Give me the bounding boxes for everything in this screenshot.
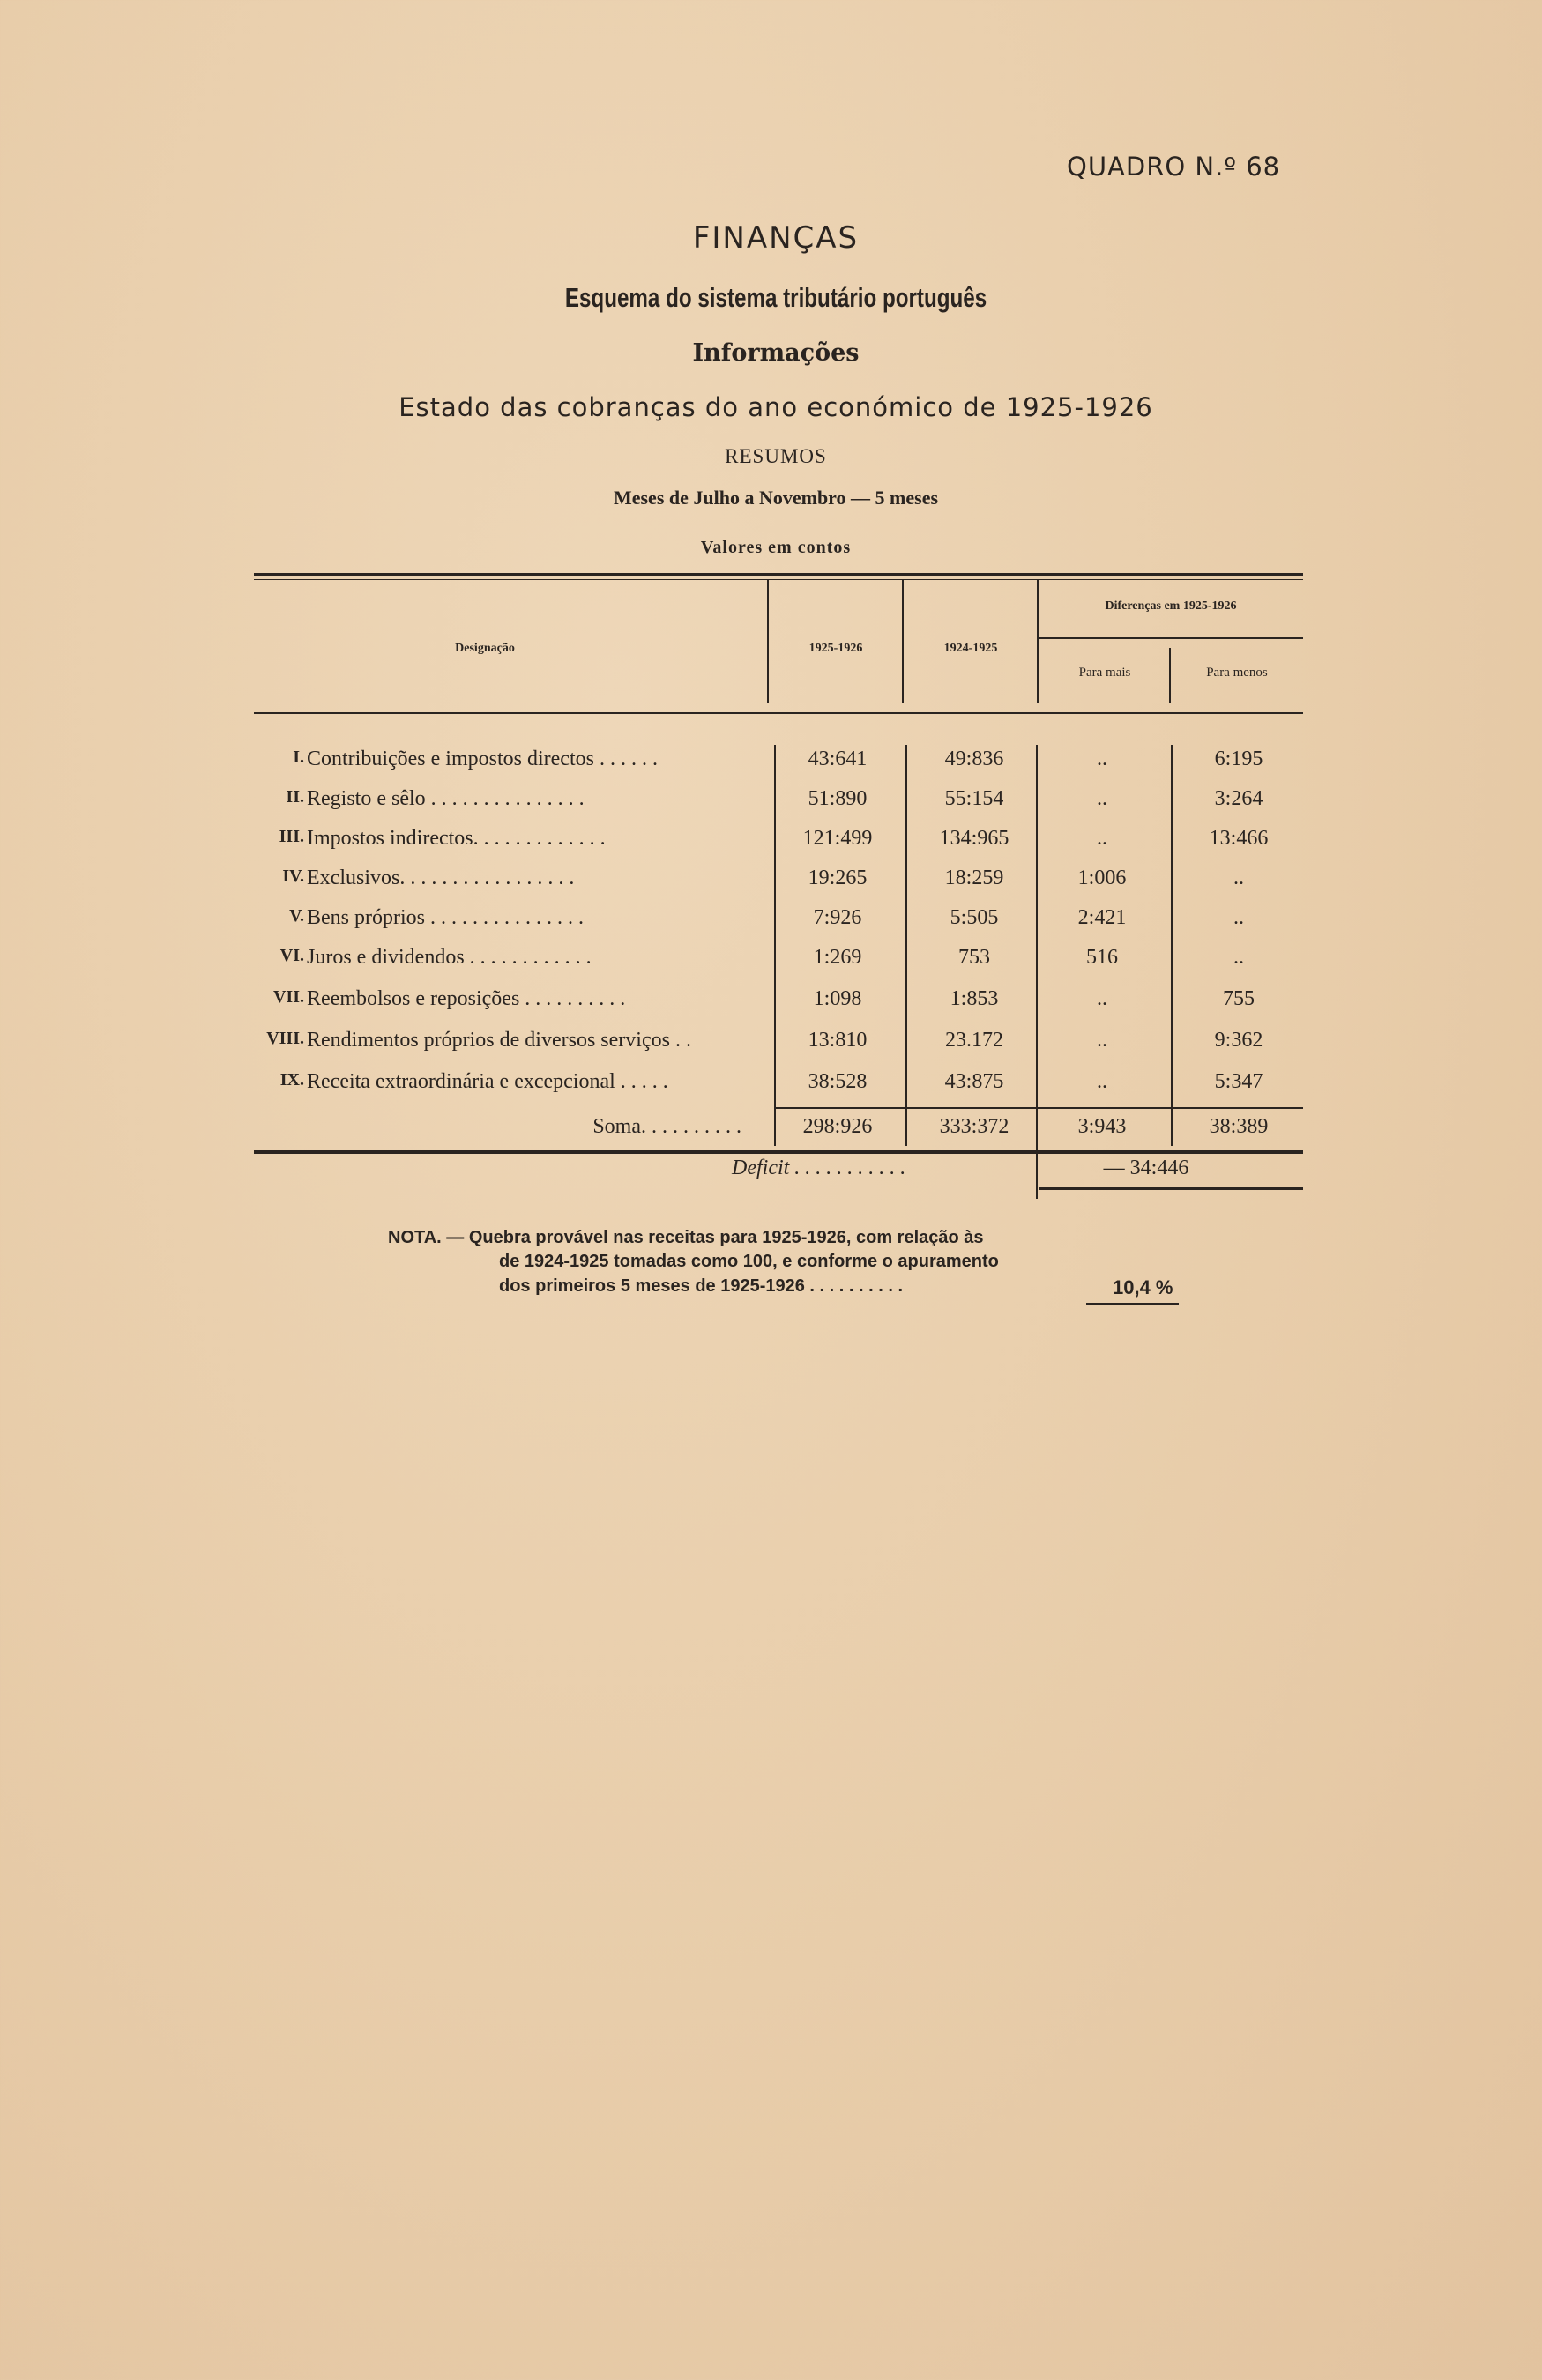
value-para-menos: 13:466 [1209, 827, 1269, 850]
quadro-number: QUADRO N.º 68 [1067, 152, 1281, 182]
row-label: Contribuições e impostos directos . . . . . . [307, 747, 658, 770]
value-1924-1925: 134:965 [939, 827, 1009, 850]
value-para-mais: 516 [1086, 946, 1118, 969]
value-para-menos: .. [1233, 906, 1244, 929]
value-para-menos: 3:264 [1214, 787, 1263, 810]
header-para-mais: Para mais [1078, 666, 1131, 680]
value-1924-1925: 55:154 [944, 787, 1004, 810]
value-para-mais: .. [1097, 827, 1107, 850]
row-number: V. [289, 906, 304, 926]
row-label: Bens próprios . . . . . . . . . . . . . . . [307, 906, 584, 929]
soma-para-menos: 38:389 [1209, 1115, 1269, 1138]
value-1925-1926: 13:810 [808, 1029, 868, 1052]
report-heading: Estado das cobranças do ano económico de 1925-1926 [399, 392, 1153, 422]
table-row [0, 827, 1542, 862]
value-1925-1926: 7:926 [813, 906, 862, 929]
soma-para-mais: 3:943 [1077, 1115, 1127, 1138]
deficit-label: Deficit . . . . . . . . . . . [732, 1157, 906, 1179]
row-label: Rendimentos próprios de diversos serviços . . [307, 1029, 691, 1052]
nota-line-1: NOTA. — Quebra provável nas receitas para 1925-1926, com relação às [388, 1228, 984, 1247]
row-number: IX. [279, 1070, 304, 1090]
value-1925-1926: 1:098 [813, 987, 862, 1010]
header-bottom-rule [254, 712, 1303, 714]
soma-1924-1925: 333:372 [939, 1115, 1009, 1138]
soma-label: Soma. . . . . . . . . . [592, 1115, 741, 1138]
value-1924-1925: 5:505 [950, 906, 999, 929]
table-row [0, 906, 1542, 941]
table-row [0, 987, 1542, 1023]
table-bottom-rule [1039, 1187, 1303, 1190]
row-number: VI. [279, 946, 304, 965]
value-1925-1926: 121:499 [802, 827, 873, 850]
row-label: Juros e dividendos . . . . . . . . . . . . [307, 946, 592, 969]
nota-line-3: dos primeiros 5 meses de 1925-1926 . . . . . . . . . . [499, 1276, 903, 1296]
header-1924-1925: 1924-1925 [943, 642, 998, 655]
row-number: III. [279, 827, 304, 846]
row-label: Impostos indirectos. . . . . . . . . . . . . [307, 827, 606, 850]
value-1924-1925: 18:259 [944, 866, 1004, 889]
value-para-menos: .. [1233, 866, 1244, 889]
nota-underline [1086, 1303, 1179, 1305]
value-1925-1926: 1:269 [813, 946, 862, 969]
table-top-rule-thin [254, 579, 1303, 580]
soma-bottom-rule [254, 1150, 1303, 1154]
value-para-mais: 1:006 [1077, 866, 1127, 889]
row-number: VII. [272, 987, 304, 1007]
resumos-heading: RESUMOS [725, 445, 827, 467]
value-1925-1926: 19:265 [808, 866, 868, 889]
value-para-mais: .. [1097, 747, 1107, 770]
value-para-menos: 5:347 [1214, 1070, 1263, 1093]
soma-1925-1926: 298:926 [802, 1115, 873, 1138]
row-label: Reembolsos e reposições . . . . . . . . . . [307, 987, 626, 1010]
row-label: Receita extraordinária e excepcional . . . . . [307, 1070, 668, 1093]
header-1925-1926: 1925-1926 [808, 642, 863, 655]
value-1924-1925: 49:836 [944, 747, 1004, 770]
table-row [0, 747, 1542, 783]
value-1924-1925: 23.172 [945, 1029, 1003, 1052]
nota-value: 10,4 % [1113, 1276, 1173, 1298]
value-1925-1926: 51:890 [808, 787, 868, 810]
table-row [0, 1070, 1542, 1105]
table-top-rule [254, 573, 1303, 576]
row-number: II. [286, 787, 304, 807]
row-label: Registo e sêlo . . . . . . . . . . . . . . . [307, 787, 585, 810]
value-1925-1926: 43:641 [808, 747, 868, 770]
section-heading: Informações [692, 339, 860, 367]
nota-line-2: de 1924-1925 tomadas como 100, e conforme o apuramento [499, 1252, 999, 1271]
subtotal-rule [774, 1107, 1303, 1109]
header-diferencas: Diferenças em 1925-1926 [1105, 599, 1237, 613]
units-note: Valores em contos [700, 538, 852, 557]
page-title: FINANÇAS [692, 220, 860, 256]
row-number: VIII. [266, 1029, 304, 1048]
table-row [0, 946, 1542, 981]
value-1924-1925: 1:853 [950, 987, 999, 1010]
header-designacao: Designação [455, 642, 515, 655]
value-para-mais: .. [1097, 1029, 1107, 1052]
table-row [0, 787, 1542, 822]
row-label: Exclusivos. . . . . . . . . . . . . . . . . [307, 866, 575, 889]
value-para-mais: .. [1097, 1070, 1107, 1093]
value-para-menos: 9:362 [1214, 1029, 1263, 1052]
period-heading: Meses de Julho a Novembro — 5 meses [613, 487, 939, 509]
header-para-menos: Para menos [1206, 666, 1268, 680]
table-row [0, 866, 1542, 902]
page-subtitle: Esquema do sistema tributário português [564, 282, 987, 313]
row-number: IV. [282, 866, 304, 886]
value-para-menos: 755 [1223, 987, 1255, 1010]
deficit-value: — 34:446 [1103, 1157, 1189, 1179]
value-para-menos: 6:195 [1214, 747, 1263, 770]
diferencas-underline [1039, 637, 1303, 639]
value-para-menos: .. [1233, 946, 1244, 969]
value-1924-1925: 753 [958, 946, 990, 969]
value-para-mais: .. [1097, 987, 1107, 1010]
table-row [0, 1029, 1542, 1064]
value-para-mais: .. [1097, 787, 1107, 810]
value-1924-1925: 43:875 [944, 1070, 1004, 1093]
value-1925-1926: 38:528 [808, 1070, 868, 1093]
value-para-mais: 2:421 [1077, 906, 1127, 929]
row-number: I. [293, 747, 304, 767]
